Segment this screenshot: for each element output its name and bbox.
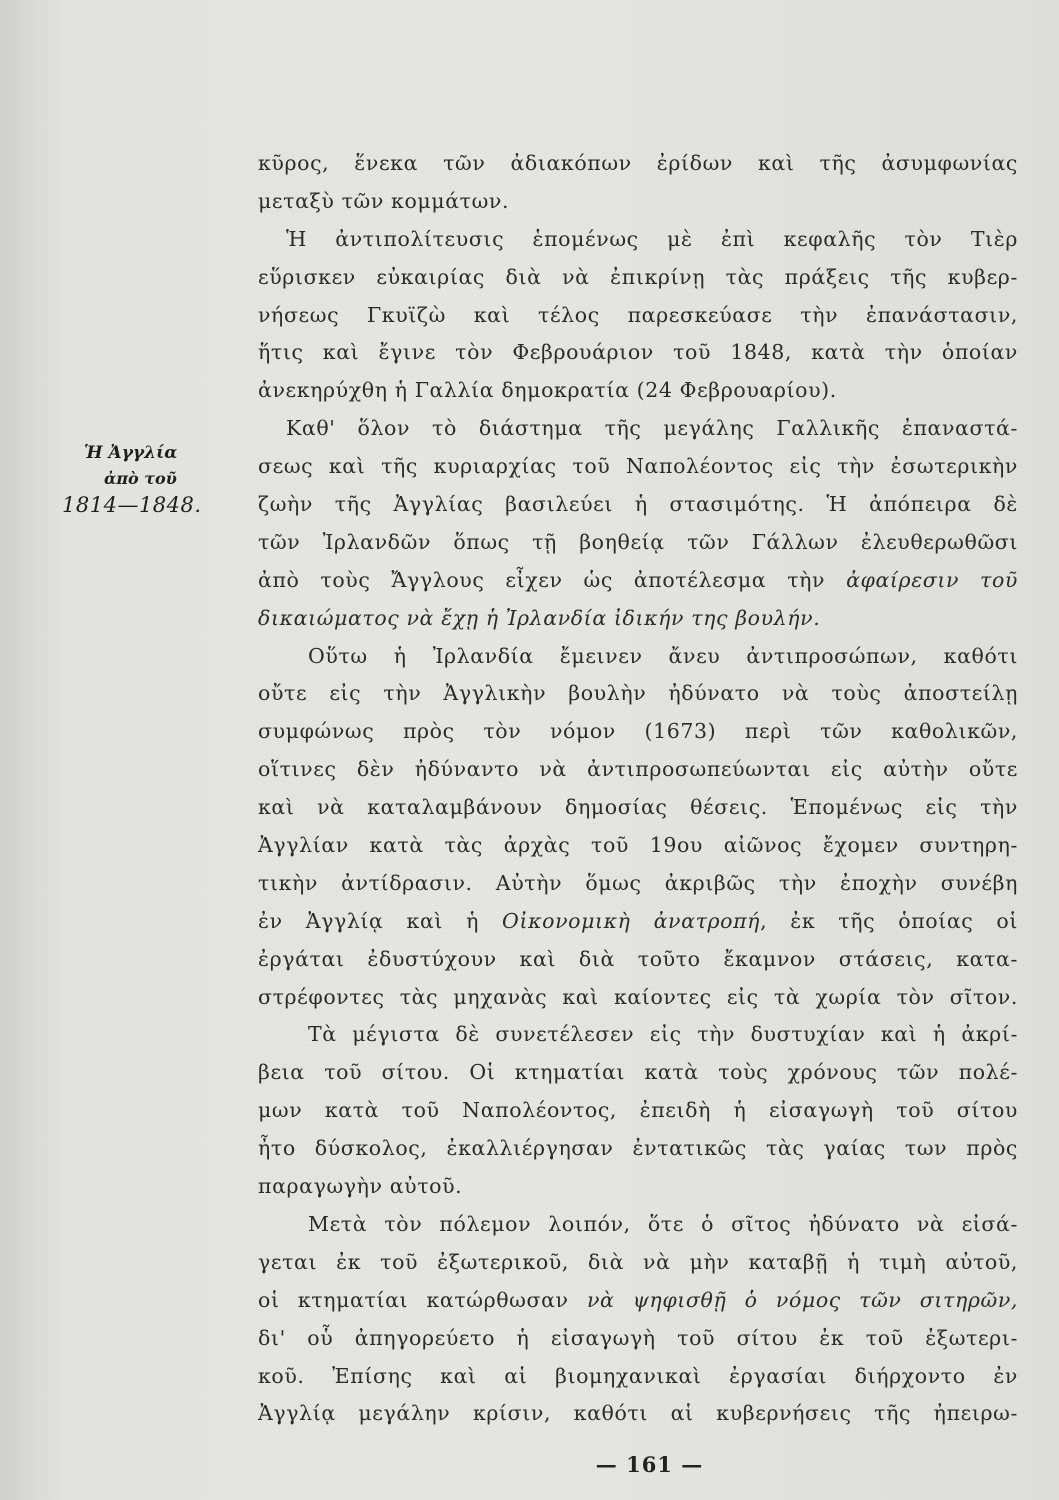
text-line: ἀνεκηρύχθη ἡ Γαλλία δημοκρατία (24 Φεβρουαρίου).: [258, 378, 837, 403]
text-segment: ἀπὸ τοὺς Ἄγγλους εἶχεν ὡς ἀποτέλεσμα τὴν: [258, 567, 826, 592]
text-line: Ἡ ἀντιπολίτευσις ἑπομένως μὲ ἐπὶ κεφαλῆς τὸν Τιὲρ: [286, 226, 1018, 251]
text-line: Καθ' ὅλον τὸ διάστημα τῆς μεγάλης Γαλλικῆς ἐπαναστά-: [286, 416, 1018, 441]
text-line: εὕρισκεν εὐκαιρίας διὰ νὰ ἐπικρίνῃ τὰς πράξεις τῆς κυβερ-: [258, 264, 1018, 289]
text-line: κῦρος, ἕνεκα τῶν ἀδιακόπων ἐρίδων καὶ τῆς ἀσυμφωνίας: [258, 151, 1018, 175]
text-line: [258, 903, 1018, 941]
text-line: μων κατὰ τοῦ Ναπολέοντος, ἐπειδὴ ἡ εἰσαγωγὴ τοῦ σίτου: [258, 1098, 1018, 1123]
italic-segment: ἀφαίρεσιν τοῦ: [846, 567, 1018, 592]
text-line: βεια τοῦ σίτου. Οἱ κτηματίαι κατὰ τοὺς χρόνους τῶν πολέ-: [258, 1060, 1018, 1085]
text-line: οὔτε εἰς τὴν Ἀγγλικὴν βουλὴν ἠδύνατο νὰ τοὺς ἀποστείλῃ: [258, 681, 1018, 706]
text-segment: οἱ κτηματίαι κατώρθωσαν: [258, 1287, 569, 1312]
text-line: νήσεως Γκυϊζὼ καὶ τέλος παρεσκεύασε τὴν ἐπανάστασιν,: [258, 302, 1018, 327]
text-segment: ἐν Ἀγγλίᾳ καὶ ἡ: [258, 908, 479, 933]
text-line: σεως καὶ τῆς κυριαρχίας τοῦ Ναπολέοντος εἰς τὴν ἐσωτερικὴν: [258, 454, 1018, 479]
text-line: [258, 562, 1018, 600]
page-number: — 161 —: [595, 1452, 704, 1477]
italic-segment: Οἰκονομικὴ ἀνατροπή: [502, 908, 761, 933]
text-line: Οὕτω ἡ Ἰρλανδία ἔμεινεν ἄνευ ἀντιπροσώπων, καθότι: [308, 643, 1018, 668]
text-line: ζωὴν τῆς Ἀγγλίας βασιλεύει ἡ στασιμότης. Ἡ ἀπόπειρα δὲ: [258, 492, 1018, 517]
text-line: δικαιώματος νὰ ἔχῃ ἡ Ἰρλανδία ἰδικήν της βουλήν.: [258, 605, 821, 630]
margin-note-line-3: 1814—1848.: [62, 493, 202, 517]
text-line: στρέφοντες τὰς μηχανὰς καὶ καίοντες εἰς τὰ χωρία τὸν σῖτον.: [258, 984, 1018, 1009]
text-line: μεταξὺ τῶν κομμάτων.: [258, 188, 510, 213]
body-text: [258, 145, 1018, 1433]
text-line: Ἀγγλίᾳ μεγάλην κρίσιν, καθότι αἱ κυβερνήσεις τῆς ἠπειρω-: [258, 1401, 1018, 1426]
text-line: καὶ νὰ καταλαμβάνουν δημοσίας θέσεις. Ἑπομένως εἰς τὴν: [258, 795, 1018, 820]
text-line: Ἀγγλίαν κατὰ τὰς ἀρχὰς τοῦ 19ου αἰῶνος ἔχομεν συντηρη-: [258, 833, 1018, 858]
margin-note-line-2: ἀπὸ τοῦ: [104, 469, 177, 488]
text-line: γεται ἐκ τοῦ ἐξωτερικοῦ, διὰ νὰ μὴν καταβῇ ἡ τιμὴ αὐτοῦ,: [258, 1249, 1018, 1274]
text-line: δι' οὗ ἀπηγορεύετο ἡ εἰσαγωγὴ τοῦ σίτου ἐκ τοῦ ἐξωτερι-: [258, 1325, 1018, 1350]
text-line: τικὴν ἀντίδρασιν. Αὐτὴν ὅμως ἀκριβῶς τὴν ἐποχὴν συνέβη: [258, 870, 1018, 895]
text-line: ἐργάται ἐδυστύχουν καὶ διὰ τοῦτο ἔκαμνον στάσεις, κατα-: [258, 946, 1018, 971]
text-line: ἦτο δύσκολος, ἐκαλλιέργησαν ἐντατικῶς τὰς γαίας των πρὸς: [258, 1136, 1018, 1161]
text-line: κοῦ. Ἐπίσης καὶ αἱ βιομηχανικαὶ ἐργασίαι διήρχοντο ἐν: [258, 1363, 1018, 1388]
margin-note-line-1: Ἡ Ἀγγλία: [84, 443, 178, 463]
text-line: οἵτινες δὲν ἠδύναντο νὰ ἀντιπροσωπεύωνται εἰς αὐτὴν οὔτε: [258, 757, 1018, 782]
text-line: Τὰ μέγιστα δὲ συνετέλεσεν εἰς τὴν δυστυχίαν καὶ ἡ ἀκρί-: [308, 1022, 1018, 1047]
text-line: τῶν Ἰρλανδῶν ὅπως τῇ βοηθείᾳ τῶν Γάλλων ἐλευθερωθῶσι: [258, 529, 1018, 554]
margin-note: [62, 440, 237, 518]
text-segment: , ἐκ τῆς ὁποίας οἱ: [760, 908, 1019, 933]
italic-segment: νὰ ψηφισθῇ ὁ νόμος τῶν σιτηρῶν,: [586, 1287, 1019, 1312]
text-line: Μετὰ τὸν πόλεμον λοιπόν, ὅτε ὁ σῖτος ἠδύνατο νὰ εἰσά-: [308, 1211, 1018, 1236]
text-line: ἥτις καὶ ἔγινε τὸν Φεβρουάριον τοῦ 1848, κατὰ τὴν ὁποίαν: [258, 340, 1018, 365]
text-line: παραγωγὴν αὐτοῦ.: [258, 1174, 463, 1199]
text-line: συμφώνως πρὸς τὸν νόμον (1673) περὶ τῶν καθολικῶν,: [258, 719, 1018, 744]
text-line: [258, 1282, 1018, 1320]
